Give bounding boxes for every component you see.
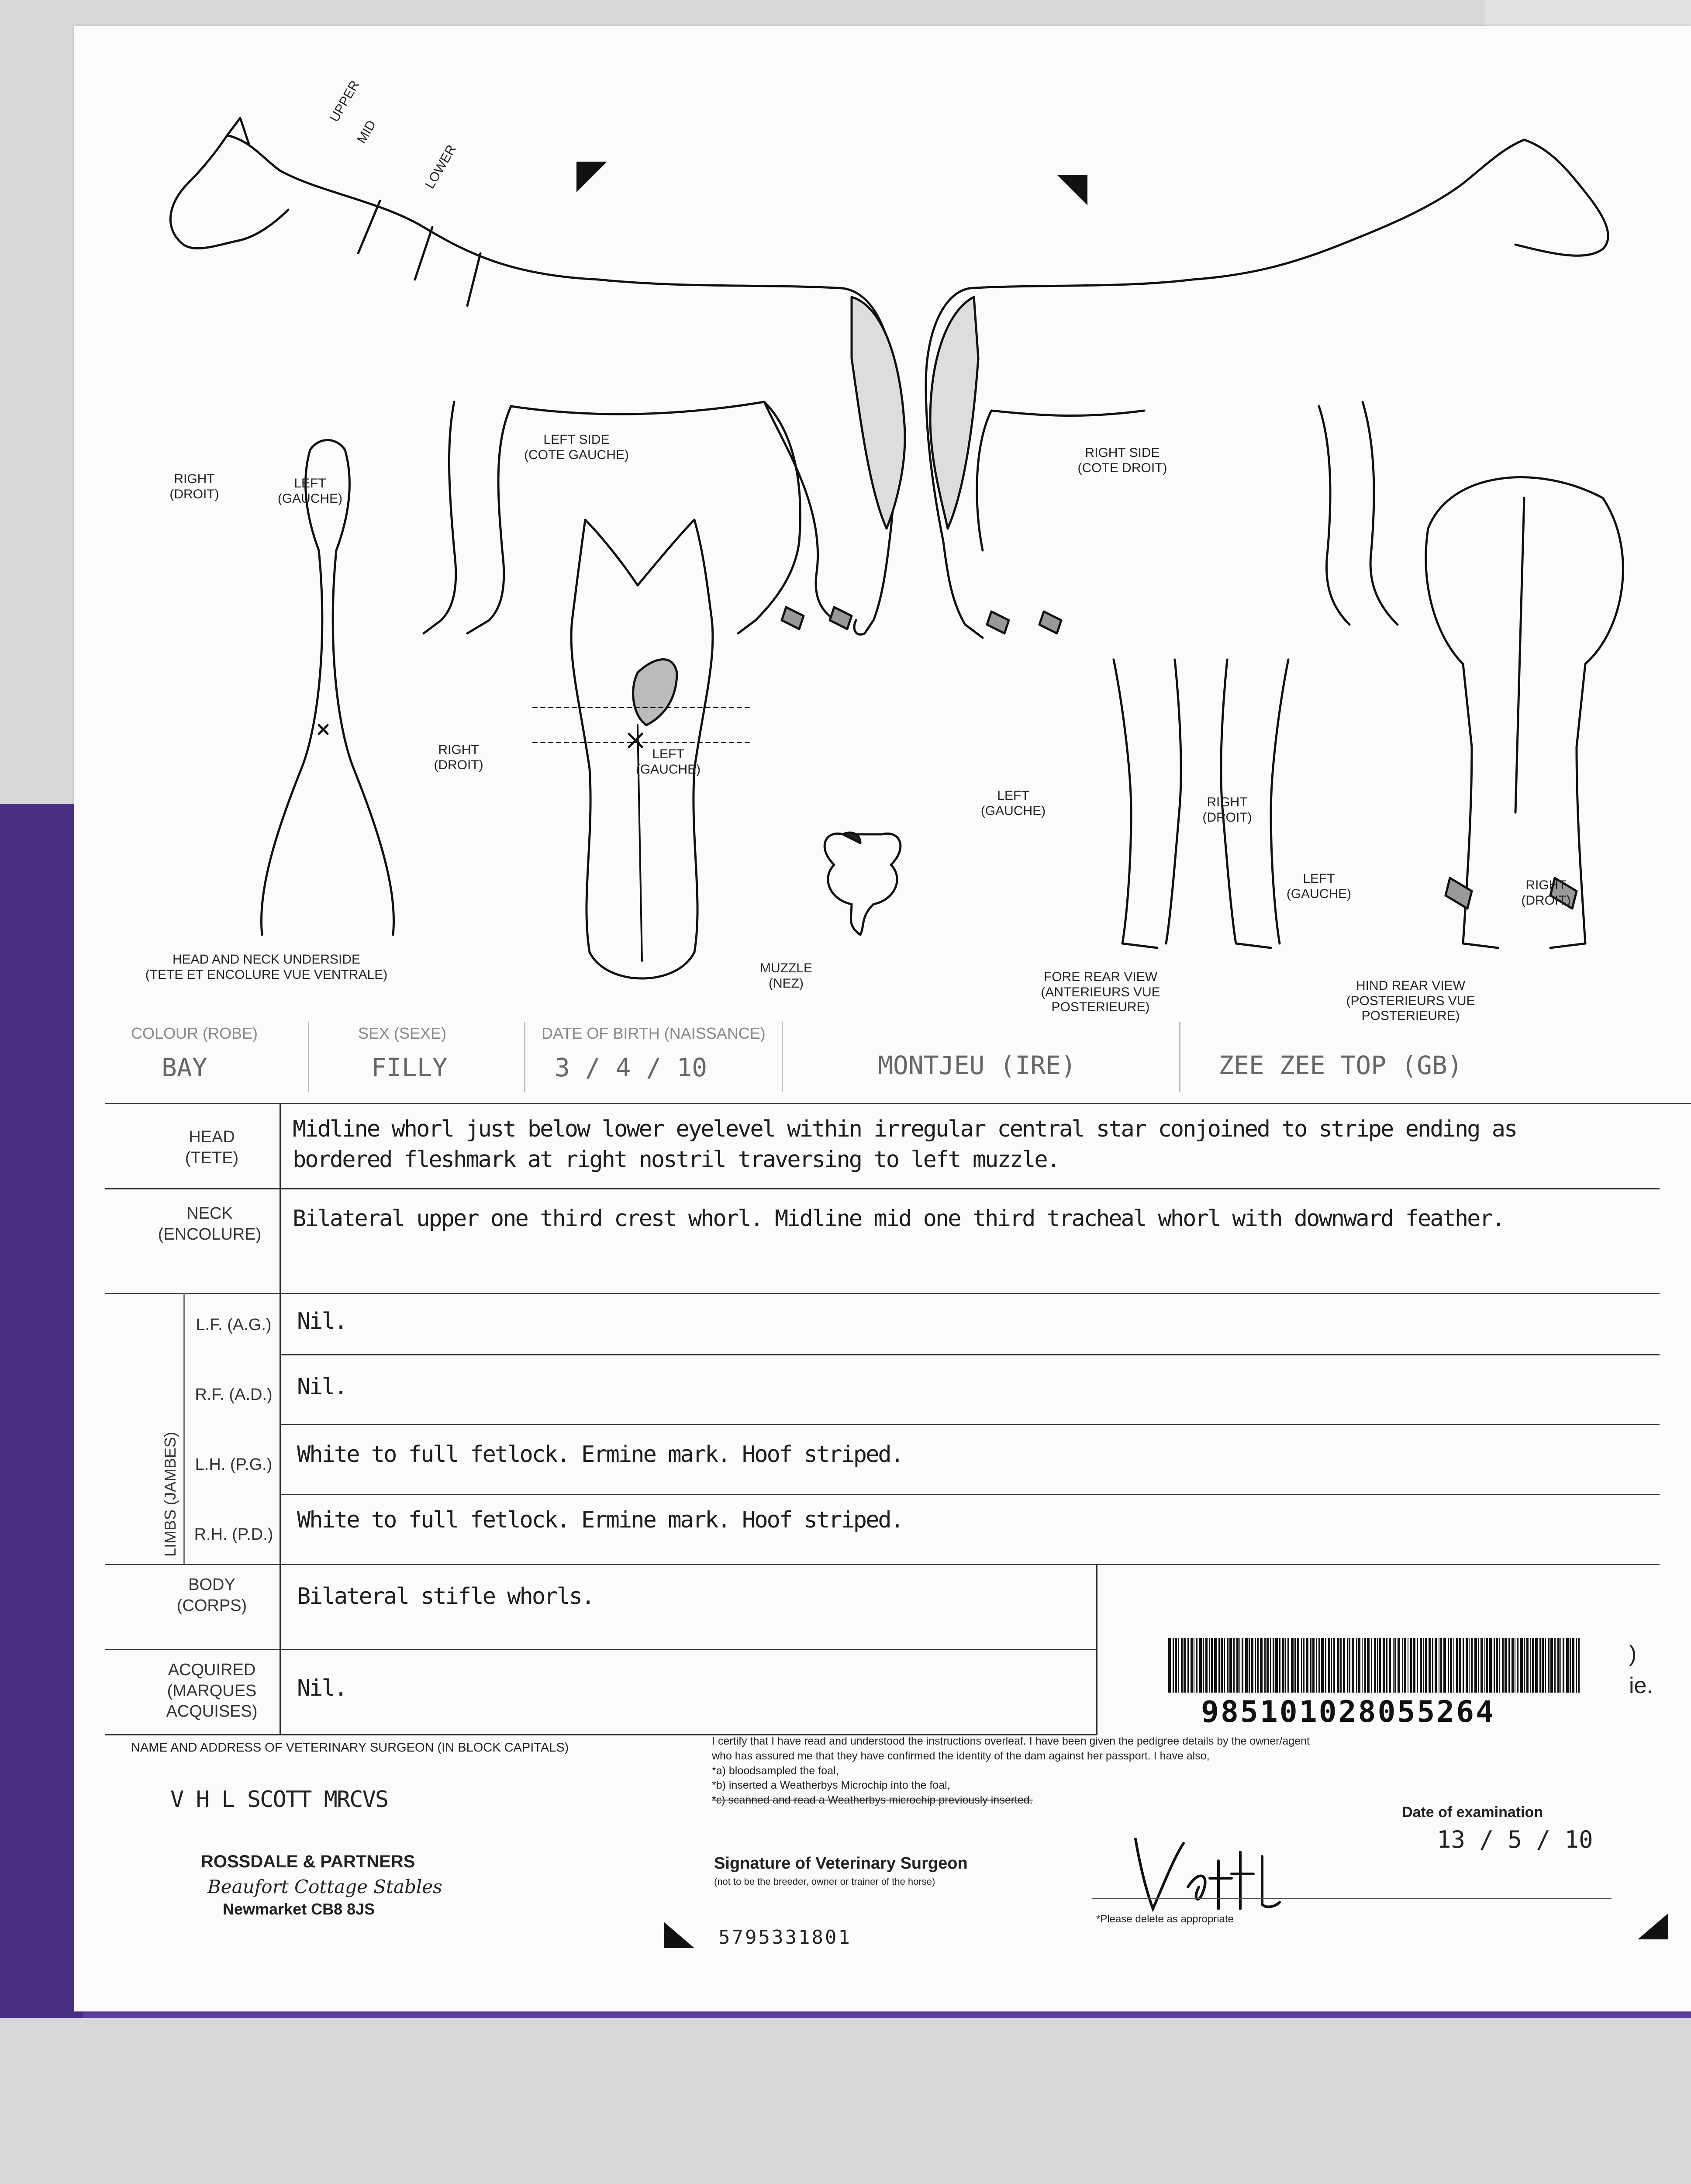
- barcode-bar: [1572, 1638, 1574, 1693]
- delete-note: *Please delete as appropriate: [1096, 1913, 1234, 1925]
- barcode-bar: [1570, 1638, 1571, 1693]
- barcode-bar: [1260, 1638, 1263, 1693]
- barcode-bar: [1453, 1638, 1454, 1693]
- barcode-bar: [1214, 1638, 1217, 1693]
- corner-marker-left: [576, 162, 607, 192]
- barcode-bar: [1512, 1638, 1514, 1693]
- dob-label: DATE OF BIRTH (NAISSANCE): [542, 1024, 766, 1042]
- corner-marker-bottom-left: [664, 1922, 699, 1952]
- barcode-bar: [1264, 1638, 1266, 1693]
- barcode-bar: [1273, 1638, 1274, 1693]
- barcode-bar: [1267, 1638, 1269, 1693]
- hind-right-label: RIGHT (DROIT): [1521, 878, 1571, 908]
- barcode-bar: [1429, 1638, 1431, 1693]
- barcode-bar: [1554, 1638, 1556, 1693]
- sex-value: FILLY: [371, 1053, 448, 1082]
- barcode-bar: [1398, 1638, 1400, 1693]
- barcode-bar: [1249, 1638, 1250, 1693]
- barcode-bar: [1358, 1638, 1360, 1693]
- barcode-bar: [1205, 1638, 1208, 1693]
- barcode-bar: [1386, 1638, 1387, 1693]
- barcode-bar: [1459, 1638, 1461, 1693]
- barcode-bar: [1297, 1638, 1299, 1693]
- barcode-bar: [1178, 1638, 1179, 1693]
- face-left-label: LEFT (GAUCHE): [635, 747, 701, 777]
- barcode-bar: [1450, 1638, 1452, 1693]
- barcode-bar: [1578, 1638, 1580, 1693]
- microchip-number: 985101028055264: [1201, 1695, 1496, 1729]
- row-label-body: BODY (CORPS): [176, 1576, 247, 1615]
- microchip-barcode: [1168, 1638, 1583, 1693]
- row-label-rf: R.F. (A.D.): [195, 1386, 273, 1404]
- barcode-bar: [1371, 1638, 1372, 1693]
- barcode-bar: [1316, 1638, 1317, 1693]
- vet-stamp-line-2: Beaufort Cottage Stables: [207, 1876, 442, 1897]
- barcode-bar: [1168, 1638, 1171, 1693]
- barcode-bar: [1211, 1638, 1213, 1693]
- barcode-bar: [1343, 1638, 1345, 1693]
- barcode-bar: [1239, 1638, 1240, 1693]
- vet-stamp-line-1: ROSSDALE & PARTNERS: [201, 1852, 415, 1871]
- neck-left-label: LEFT (GAUCHE): [277, 476, 343, 506]
- barcode-bar: [1356, 1638, 1357, 1693]
- cert-line-5: *c) scanned and read a Weatherbys microchip previously inserted.: [712, 1794, 1033, 1806]
- face-right-label: RIGHT (DROIT): [434, 743, 483, 772]
- barcode-bar: [1539, 1638, 1541, 1693]
- barcode-bar: [1494, 1638, 1495, 1693]
- head-neck-underside-label: HEAD AND NECK UNDERSIDE (TETE ET ENCOLURE VUE VENTRALE): [145, 952, 388, 982]
- barcode-bar: [1279, 1638, 1280, 1693]
- muzzle-drawing: [825, 833, 901, 935]
- barcode-bar: [1410, 1638, 1412, 1693]
- barcode-bar: [1199, 1638, 1202, 1693]
- vet-stamp-line-3: Newmarket CB8 8JS: [223, 1900, 375, 1918]
- table-rule: [105, 1103, 1691, 1104]
- corner-marker-bottom-right: [1638, 1913, 1673, 1944]
- horse-identification-diagram: [74, 26, 1691, 1022]
- lf-marking: Nil.: [297, 1308, 347, 1334]
- barcode-bar: [1463, 1638, 1464, 1693]
- barcode-bar: [1362, 1638, 1363, 1693]
- neck-mark-lower: LOWER: [422, 142, 459, 191]
- row-label-acquired: ACQUIRED (MARQUES ACQUISES): [166, 1661, 258, 1721]
- table-rule: [105, 1293, 1660, 1294]
- rh-marking: White to full fetlock. Ermine mark. Hoof striped.: [297, 1507, 903, 1533]
- barcode-bar: [1328, 1638, 1330, 1693]
- passport-page: [74, 26, 1691, 2011]
- barcode-bar: [1413, 1638, 1415, 1693]
- barcode-bar: [1443, 1638, 1446, 1693]
- barcode-bar: [1489, 1638, 1492, 1693]
- barcode-bar: [1502, 1638, 1504, 1693]
- barcode-bar: [1367, 1638, 1370, 1693]
- barcode-bar: [1526, 1638, 1529, 1693]
- barcode-bar: [1270, 1638, 1271, 1693]
- barcode-bar: [1469, 1638, 1470, 1693]
- barcode-bar: [1233, 1638, 1235, 1693]
- barcode-bar: [1517, 1638, 1518, 1693]
- barcode-bar: [1448, 1638, 1449, 1693]
- muzzle-label: MUZZLE (NEZ): [760, 961, 812, 991]
- barcode-bar: [1282, 1638, 1284, 1693]
- limbs-divider: [183, 1293, 185, 1564]
- barcode-bar: [1471, 1638, 1473, 1693]
- barcode-bar: [1209, 1638, 1210, 1693]
- row-label-neck: NECK (ENCOLURE): [158, 1204, 262, 1244]
- acquired-marking: Nil.: [297, 1675, 347, 1701]
- dob-value: 3 / 4 / 10: [555, 1053, 707, 1082]
- barcode-bar: [1275, 1638, 1278, 1693]
- table-rule: [105, 1649, 1096, 1650]
- barcode-bar: [1310, 1638, 1311, 1693]
- barcode-bar: [1508, 1638, 1510, 1693]
- barcode-bar: [1550, 1638, 1553, 1693]
- neck-mark-mid: MID: [354, 117, 379, 146]
- colour-label: COLOUR (ROBE): [131, 1024, 258, 1042]
- barcode-bar: [1377, 1638, 1378, 1693]
- barcode-bar: [1456, 1638, 1458, 1693]
- barcode-bar: [1291, 1638, 1294, 1693]
- barcode-bar: [1417, 1638, 1418, 1693]
- cert-line-3: *a) bloodsampled the foal,: [712, 1764, 839, 1777]
- cert-line-2: who has assured me that they have confirmed the identity of the dam against her passport. I have also,: [712, 1749, 1210, 1762]
- barcode-bar: [1520, 1638, 1523, 1693]
- barcode-bar: [1173, 1638, 1174, 1693]
- certification-text: [712, 1734, 1673, 1808]
- barcode-bar: [1548, 1638, 1550, 1693]
- barcode-bar: [1545, 1638, 1546, 1693]
- header-divider: [1179, 1022, 1180, 1092]
- table-label-divider: [280, 1103, 281, 1734]
- barcode-bar: [1478, 1638, 1479, 1693]
- right-side-horse-drawing: [926, 140, 1608, 638]
- barcode-bar: [1196, 1638, 1198, 1693]
- barcode-bar: [1374, 1638, 1376, 1693]
- barcode-bar: [1221, 1638, 1223, 1693]
- barcode-bar: [1325, 1638, 1326, 1693]
- barcode-bar: [1337, 1638, 1339, 1693]
- barcode-bar: [1402, 1638, 1403, 1693]
- barcode-bar: [1331, 1638, 1332, 1693]
- barcode-bar: [1420, 1638, 1422, 1693]
- barcode-bar: [1321, 1638, 1324, 1693]
- barcode-bar: [1435, 1638, 1437, 1693]
- vet-name: V H L SCOTT MRCVS: [170, 1787, 388, 1813]
- row-label-lh: L.H. (P.G.): [195, 1455, 273, 1474]
- header-divider: [524, 1022, 525, 1092]
- barcode-bar: [1203, 1638, 1204, 1693]
- signature-label: Signature of Veterinary Surgeon: [714, 1854, 968, 1873]
- left-side-horse-drawing: [170, 118, 905, 635]
- rf-marking: Nil.: [297, 1374, 347, 1400]
- barcode-bar: [1318, 1638, 1320, 1693]
- date-of-examination-value: 13 / 5 / 10: [1437, 1826, 1593, 1853]
- barcode-bar: [1191, 1638, 1193, 1693]
- barcode-bar: [1474, 1638, 1477, 1693]
- table-rule: [280, 1424, 1660, 1425]
- neck-marking: Bilateral upper one third crest whorl. Midline mid one third tracheal whorl with downward feather.: [293, 1206, 1505, 1232]
- barcode-bar: [1242, 1638, 1243, 1693]
- barcode-bar: [1301, 1638, 1302, 1693]
- limbs-label: LIMBS (JAMBES): [161, 1431, 179, 1557]
- barcode-bar: [1532, 1638, 1534, 1693]
- left-side-label: LEFT SIDE (COTE GAUCHE): [524, 432, 629, 462]
- barcode-bar: [1175, 1638, 1177, 1693]
- barcode-bar: [1499, 1638, 1500, 1693]
- barcode-bar: [1563, 1638, 1564, 1693]
- vet-signature: [1122, 1826, 1306, 1922]
- barcode-bar: [1566, 1638, 1569, 1693]
- barcode-bar: [1245, 1638, 1248, 1693]
- table-rule: [105, 1188, 1660, 1189]
- barcode-bar: [1379, 1638, 1381, 1693]
- barcode-bar: [1285, 1638, 1286, 1693]
- sire-value: MONTJEU (IRE): [878, 1051, 1076, 1080]
- row-label-head: HEAD (TETE): [185, 1128, 239, 1167]
- dam-value: ZEE ZEE TOP (GB): [1218, 1051, 1463, 1080]
- row-label-rh: R.H. (P.D.): [194, 1525, 273, 1544]
- barcode-bar: [1383, 1638, 1385, 1693]
- header-divider: [308, 1022, 309, 1092]
- barcode-bar: [1340, 1638, 1342, 1693]
- barcode-bar: [1229, 1638, 1232, 1693]
- barcode-bar: [1530, 1638, 1531, 1693]
- signature-note: (not to be the breeder, owner or trainer of the horse): [714, 1876, 935, 1887]
- barcode-bar: [1251, 1638, 1253, 1693]
- barcode-bar: [1393, 1638, 1394, 1693]
- fore-rear-view-label: FORE REAR VIEW (ANTERIEURS VUE POSTERIEURE): [1041, 970, 1160, 1014]
- barcode-bar: [1535, 1638, 1538, 1693]
- barcode-bar: [1496, 1638, 1498, 1693]
- barcode-bar: [1524, 1638, 1525, 1693]
- vet-heading: NAME AND ADDRESS OF VETERINARY SURGEON (IN BLOCK CAPITALS): [131, 1741, 569, 1755]
- barcode-bar: [1484, 1638, 1485, 1693]
- barcode-bar: [1389, 1638, 1391, 1693]
- signature-line: [1092, 1898, 1612, 1899]
- barcode-bar: [1404, 1638, 1406, 1693]
- barcode-bar: [1542, 1638, 1544, 1693]
- neck-right-label: RIGHT (DROIT): [169, 472, 219, 501]
- date-of-examination-label: Date of examination: [1402, 1804, 1543, 1821]
- barcode-bar: [1257, 1638, 1259, 1693]
- fore-right-label: RIGHT (DROIT): [1202, 795, 1252, 825]
- barcode-bar: [1227, 1638, 1229, 1693]
- table-rule: [280, 1354, 1660, 1355]
- barcode-bar: [1466, 1638, 1468, 1693]
- barcode-bar: [1287, 1638, 1289, 1693]
- table-rule: [280, 1494, 1660, 1495]
- neck-underside-drawing: [261, 440, 393, 935]
- head-marking-line-1: Midline whorl just below lower eyelevel within irregular central star conjoined to stripe ending as: [293, 1116, 1517, 1142]
- row-label-lf: L.F. (A.G.): [196, 1316, 272, 1334]
- barcode-bar: [1347, 1638, 1348, 1693]
- cert-line-4: *b) inserted a Weatherbys Microchip into the foal,: [712, 1779, 950, 1792]
- hind-rear-view-drawing: [1426, 477, 1623, 948]
- barcode-bar: [1187, 1638, 1189, 1693]
- colour-value: BAY: [162, 1053, 207, 1082]
- neck-mark-upper: UPPER: [327, 78, 362, 124]
- hind-rear-view-label: HIND REAR VIEW (POSTERIEURS VUE POSTERIEURE): [1346, 978, 1475, 1023]
- barcode-bar: [1486, 1638, 1488, 1693]
- barcode-bar: [1364, 1638, 1366, 1693]
- barcode-bar: [1425, 1638, 1427, 1693]
- barcode-bar: [1352, 1638, 1354, 1693]
- document-serial: 5795331801: [718, 1926, 852, 1949]
- barcode-bar: [1255, 1638, 1256, 1693]
- barcode-bar: [1294, 1638, 1296, 1693]
- edge-text: ) ie.: [1629, 1641, 1653, 1698]
- barcode-bar: [1480, 1638, 1483, 1693]
- body-marking: Bilateral stifle whorls.: [297, 1583, 594, 1610]
- corner-marker-right: [1057, 175, 1087, 205]
- barcode-bar: [1432, 1638, 1433, 1693]
- barcode-bar: [1576, 1638, 1577, 1693]
- sex-label: SEX (SEXE): [358, 1024, 447, 1042]
- barcode-bar: [1505, 1638, 1507, 1693]
- barcode-bar: [1394, 1638, 1396, 1693]
- binder-edge: [0, 804, 83, 2018]
- barcode-bar: [1440, 1638, 1442, 1693]
- right-side-label: RIGHT SIDE (COTE DROIT): [1077, 446, 1167, 475]
- barcode-bar: [1306, 1638, 1308, 1693]
- fore-left-label: LEFT (GAUCHE): [980, 788, 1046, 818]
- barcode-bar: [1423, 1638, 1424, 1693]
- barcode-bar: [1224, 1638, 1225, 1693]
- header-divider: [782, 1022, 783, 1092]
- barcode-bar: [1184, 1638, 1186, 1693]
- barcode-bar: [1303, 1638, 1304, 1693]
- barcode-bar: [1312, 1638, 1315, 1693]
- cert-line-1: I certify that I have read and understood the instructions overleaf. I have been given the pedigree details by the owner/agent: [712, 1735, 1310, 1747]
- barcode-bar: [1218, 1638, 1220, 1693]
- hind-left-label: LEFT (GAUCHE): [1286, 871, 1352, 901]
- barcode-bar: [1349, 1638, 1350, 1693]
- barcode-bar: [1557, 1638, 1560, 1693]
- head-marking-line-2: bordered fleshmark at right nostril traversing to left muzzle.: [293, 1147, 1059, 1173]
- barcode-bar: [1333, 1638, 1335, 1693]
- barcode-bar: [1181, 1638, 1183, 1693]
- lh-marking: White to full fetlock. Ermine mark. Hoof striped.: [297, 1441, 903, 1468]
- barcode-bar: [1236, 1638, 1239, 1693]
- table-rule: [105, 1564, 1660, 1565]
- barcode-bar: [1560, 1638, 1561, 1693]
- body-acquired-right-border: [1096, 1564, 1097, 1734]
